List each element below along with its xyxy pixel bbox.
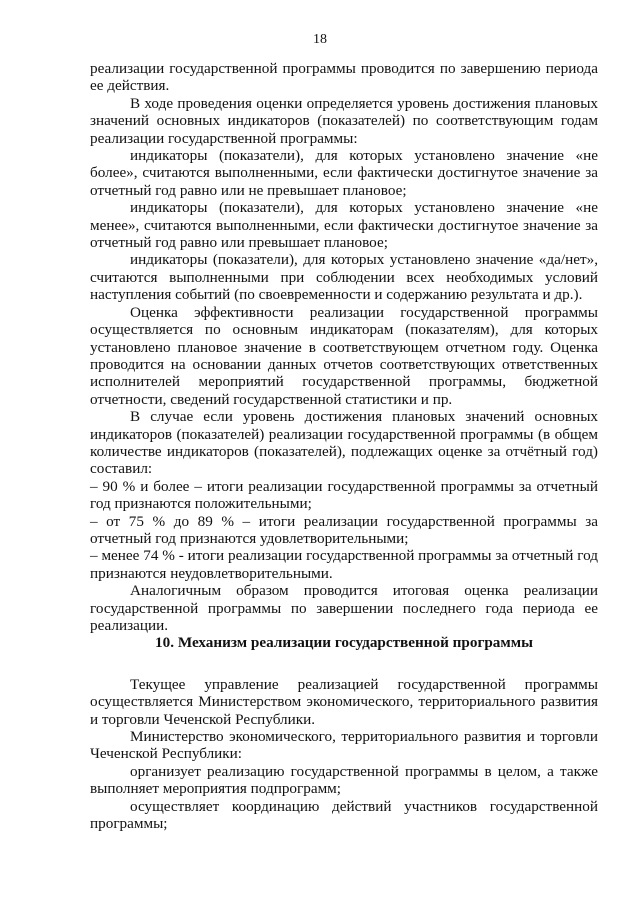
paragraph: индикаторы (показатели), для которых установлено значение «не менее», считаются выполненными, если фактически достигнутое значение за отчетный год равно или превышает плановое;: [90, 199, 598, 252]
paragraph: Оценка эффективности реализации государственной программы осуществляется по основным индикаторам (показателям), для которых установлено плановое значение в соответствующем отчетном году. Оценка проводится на основании данных отчетов соответствующих ответственных исполнителей мероприятий государственной программы, бюджетной отчетности, сведений государственной статистики и пр.: [90, 303, 598, 408]
paragraph: реализации государственной программы проводится по завершению периода ее действия.: [90, 60, 598, 95]
list-item: – менее 74 % - итоги реализации государственной программы за отчетный год признаются неудовлетворительными.: [90, 547, 598, 582]
page-number: 18: [313, 32, 327, 47]
paragraph: Текущее управление реализацией государственной программы осуществляется Министерством экономического, территориального развития и торговли Чеченской Республики.: [90, 675, 598, 728]
list-item: – от 75 % до 89 % – итоги реализации государственной программы за отчетный год признаются удовлетворительными;: [90, 512, 598, 547]
list-item: – 90 % и более – итоги реализации государственной программы за отчетный год признаются положительными;: [90, 477, 598, 513]
document-body: [90, 60, 598, 832]
paragraph: организует реализацию государственной программы в целом, а также выполняет мероприятия подпрограмм;: [90, 762, 598, 798]
paragraph: В ходе проведения оценки определяется уровень достижения плановых значений основных индикаторов (показателей) по соответствующим годам реализации государственной программы:: [90, 94, 598, 147]
section-heading: 10. Механизм реализации государственной программы: [155, 634, 533, 652]
paragraph: В случае если уровень достижения плановых значений основных индикаторов (показателей) реализации государственной программы (в общем количестве индикаторов (показателей), подлежащих оценке за отчётный год) составил:: [90, 408, 598, 478]
paragraph: осуществляет координацию действий участников государственной программы;: [90, 797, 598, 833]
paragraph: индикаторы (показатели), для которых установлено значение «да/нет», считаются выполненными при соблюдении всех необходимых условий наступления событий (по своевременности и содержанию результата и др.).: [90, 251, 598, 304]
paragraph: индикаторы (показатели), для которых установлено значение «не более», считаются выполненными, если фактически достигнутое значение за отчетный год равно или не превышает плановое;: [90, 147, 598, 199]
paragraph: Министерство экономического, территориального развития и торговли Чеченской Республики:: [90, 728, 598, 763]
paragraph: Аналогичным образом проводится итоговая оценка реализации государственной программы по завершении последнего года периода ее реализации.: [90, 582, 598, 634]
